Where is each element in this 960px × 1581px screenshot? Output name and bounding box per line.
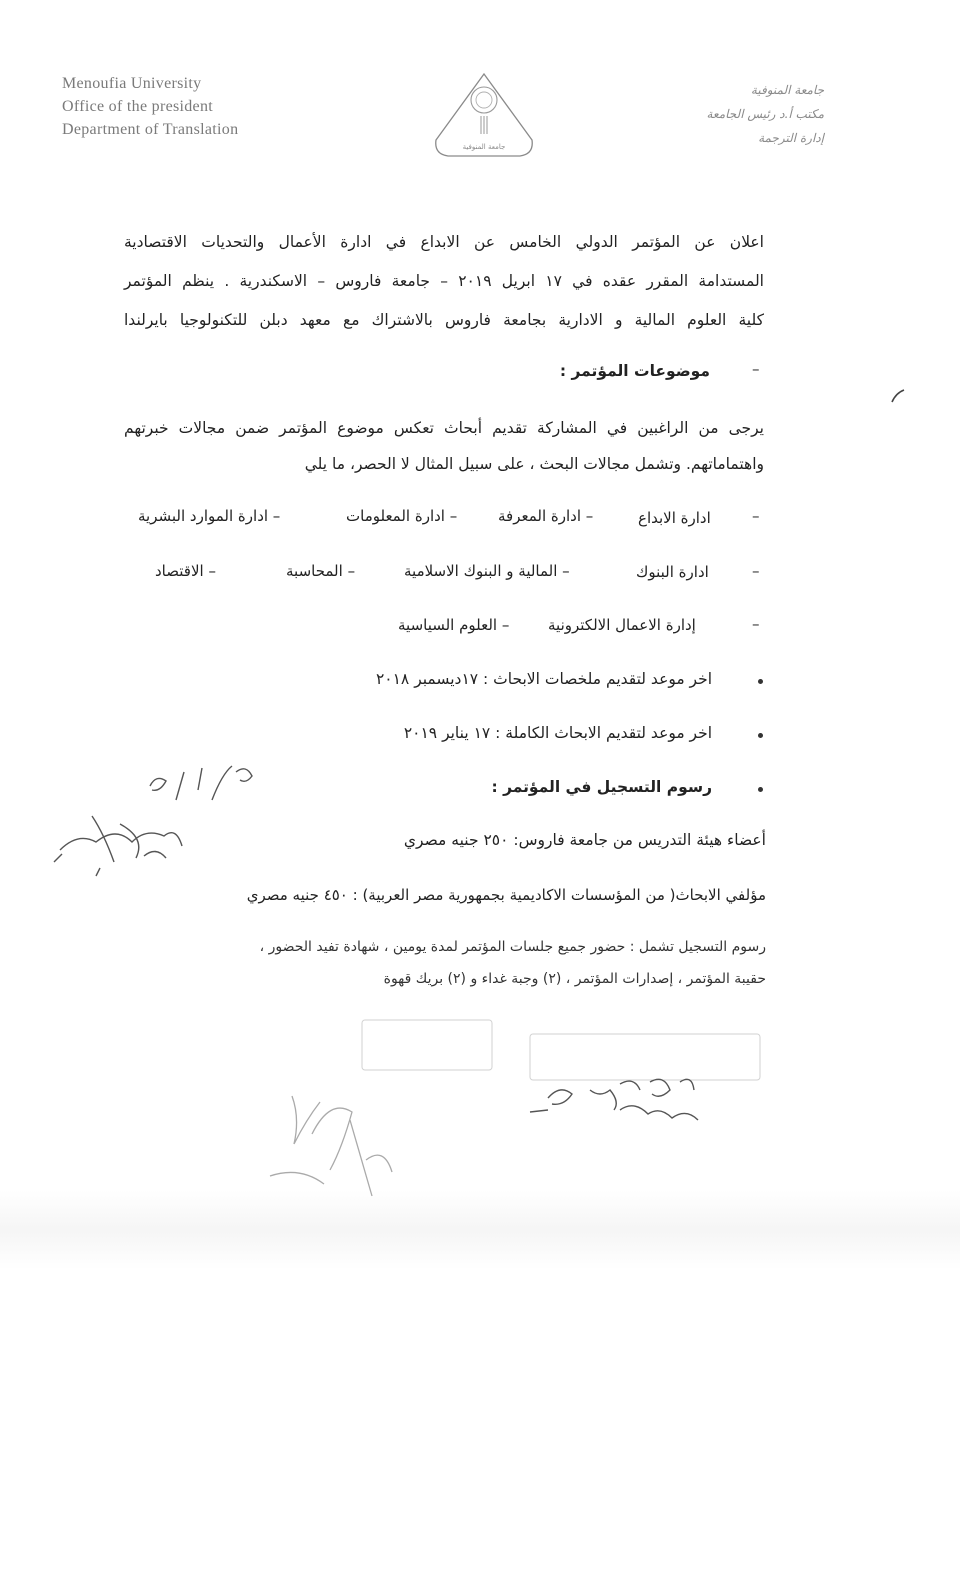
margin-tick-mark — [892, 390, 904, 402]
intro-line-1: اعلان عن المؤتمر الدولي الخامس عن الابداع في ادارة الأعمال والتحديات الاقتصادية — [124, 233, 764, 251]
fees-heading: رسوم التسجيل في المؤتمر : — [491, 778, 712, 796]
bullet-icon — [758, 787, 763, 792]
topic-innovation-management: ادارة الابداع — [638, 509, 711, 527]
author-fee: مؤلفي الابحاث( من المؤسسات الاكاديمية بجمهورية مصر العربية) : ٤٥٠ جنيه مصري — [246, 886, 766, 904]
topic-knowledge-management: – ادارة المعرفة — [498, 507, 594, 525]
topic-accounting: – المحاسبة — [286, 562, 356, 580]
topic-economics: – الاقتصاد — [155, 562, 216, 580]
list-dash: – — [752, 562, 760, 580]
department-name: Department of Translation — [62, 121, 239, 138]
faculty-fee: أعضاء هيئة التدريس من جامعة فاروس: ٢٥٠ جنيه مصري — [403, 831, 766, 849]
call-line-1: يرجى من الراغبين في المشاركة تقديم أبحاث تعكس موضوع المؤتمر ضمن مجالات خبرتهم — [124, 419, 764, 437]
includes-line-2: حقيبة المؤتمر ، إصدارات المؤتمر ، (٢) وجبة غداء و (٢) بريك قهوة — [383, 971, 766, 987]
faint-stamp — [362, 1020, 760, 1080]
intro-line-2: المستدامة المقرر عقده في ١٧ ابريل ٢٠١٩ – جامعة فاروس – الاسكندرية . ينظم المؤتمر — [124, 272, 764, 290]
bullet-icon — [758, 679, 763, 684]
call-line-2: واهتماماتهم. وتشمل مجالات البحث ، على سبيل المثال لا الحصر، ما يلي — [304, 455, 764, 473]
topic-islamic-finance: – المالية و البنوك الاسلامية — [404, 562, 570, 580]
department-name-ar: إدارة الترجمة — [758, 131, 824, 145]
includes-line-1: رسوم التسجيل تشمل : حضور جميع جلسات المؤتمر لمدة يومين ، شهادة تفيد الحضور ، — [259, 939, 766, 955]
topic-human-resources: – ادارة الموارد البشرية — [138, 507, 281, 525]
signature-marks — [270, 1096, 392, 1196]
scan-smudge — [0, 1190, 960, 1270]
heading-dash: – — [752, 360, 760, 378]
topic-e-business: إدارة الاعمال الالكترونية — [548, 616, 696, 634]
topics-heading: موضوعات المؤتمر : — [559, 362, 710, 380]
bullet-icon — [758, 733, 763, 738]
seal-caption: جامعة المنوفية — [462, 143, 506, 151]
university-seal-icon — [428, 70, 540, 160]
list-dash: – — [752, 615, 760, 633]
intro-line-3: كلية العلوم المالية و الادارية بجامعة فاروس بالاشتراك مع معهد دبلن للتكنولوجيا بايرلندا — [124, 311, 764, 329]
letterhead-arabic — [604, 78, 824, 150]
university-name: Menoufia University — [62, 75, 202, 92]
abstract-deadline: اخر موعد لتقديم ملخصات الابحاث : ١٧ديسمبر ٢٠١٨ — [375, 670, 712, 688]
topic-bank-management: ادارة البنوك — [636, 563, 709, 581]
topic-information-management: – ادارة المعلومات — [346, 507, 458, 525]
university-name-ar: جامعة المنوفية — [750, 83, 824, 97]
signature-numbers — [530, 1079, 698, 1120]
letterhead-english — [62, 72, 382, 141]
topic-political-science: – العلوم السياسية — [398, 616, 510, 634]
office-name: Office of the president — [62, 98, 213, 115]
handwritten-date — [54, 766, 252, 876]
paper-deadline: اخر موعد لتقديم الابحاث الكاملة : ١٧ يناير ٢٠١٩ — [403, 724, 712, 742]
office-name-ar: مكتب أ.د رئيس الجامعة — [706, 107, 824, 121]
list-dash: – — [752, 507, 760, 525]
